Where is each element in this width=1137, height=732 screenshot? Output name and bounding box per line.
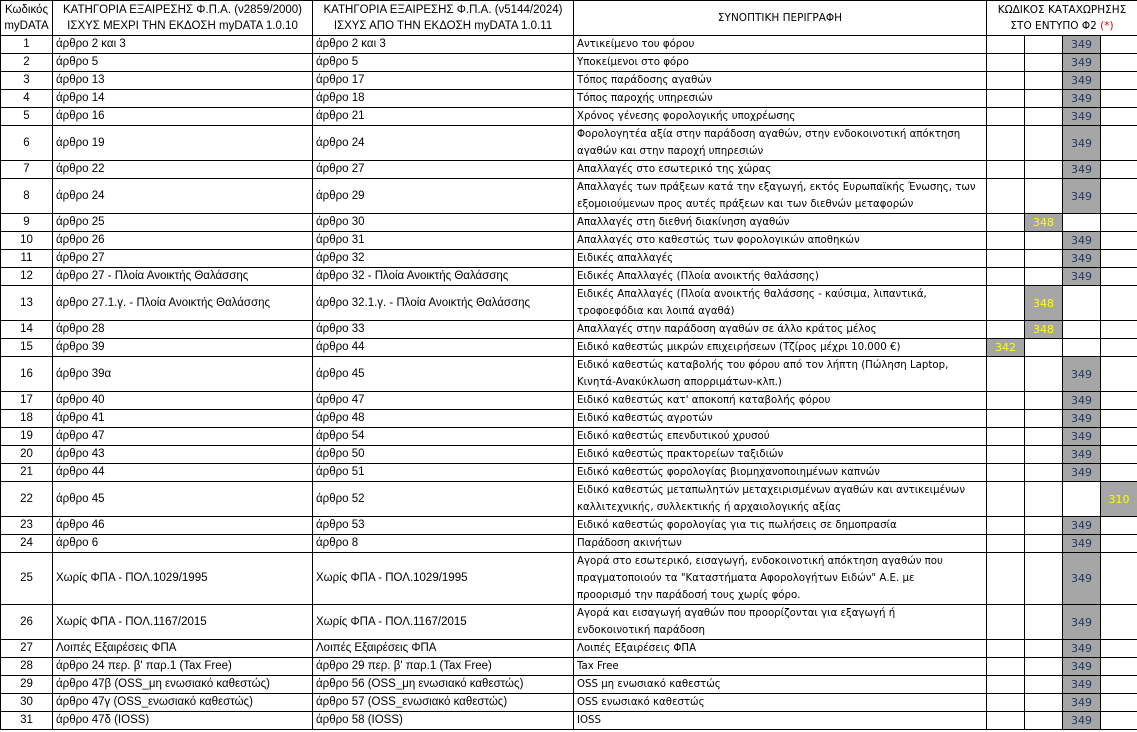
f2-code-cell-349: 349 [1063, 676, 1101, 694]
f2-code-cell-348 [1025, 517, 1063, 535]
f2-code-cell-310 [1101, 428, 1137, 446]
f2-code-cell-349: 349 [1063, 392, 1101, 410]
old-category-cell: άρθρο 19 [53, 126, 313, 161]
mydata-code-cell: 10 [1, 232, 53, 250]
f2-code-cell-310 [1101, 321, 1137, 339]
table-row [1, 321, 1137, 339]
f2-code-cell-310: 310 [1101, 482, 1137, 517]
f2-code-cell-310 [1101, 694, 1137, 712]
description-cell: OSS μη ενωσιακό καθεστώς [574, 676, 987, 694]
f2-code-cell-310 [1101, 268, 1137, 286]
f2-code-cell-348 [1025, 90, 1063, 108]
new-category-cell: άρθρο 54 [313, 428, 574, 446]
f2-code-cell-349: 349 [1063, 179, 1101, 214]
mydata-code-cell: 18 [1, 410, 53, 428]
new-category-cell: άρθρο 51 [313, 464, 574, 482]
f2-code-cell-348 [1025, 464, 1063, 482]
f2-code-cell-310 [1101, 640, 1137, 658]
table-row [1, 482, 1137, 517]
f2-code-cell-342 [987, 126, 1025, 161]
description-cell: Υποκείμενοι στο φόρο [574, 54, 987, 72]
new-category-cell: άρθρο 31 [313, 232, 574, 250]
new-category-cell: άρθρο 56 (OSS_μη ενωσιακό καθεστώς) [313, 676, 574, 694]
mydata-code-cell: 22 [1, 482, 53, 517]
f2-code-cell-348 [1025, 357, 1063, 392]
f2-code-cell-349: 349 [1063, 694, 1101, 712]
table-row [1, 694, 1137, 712]
f2-code-cell-349: 349 [1063, 640, 1101, 658]
f2-code-cell-310 [1101, 357, 1137, 392]
f2-code-cell-348 [1025, 676, 1063, 694]
new-category-cell: άρθρο 18 [313, 90, 574, 108]
f2-code-cell-310 [1101, 179, 1137, 214]
f2-code-cell-349: 349 [1063, 54, 1101, 72]
mydata-code-cell: 6 [1, 126, 53, 161]
mydata-code-cell: 1 [1, 36, 53, 54]
description-cell: OSS ενωσιακό καθεστώς [574, 694, 987, 712]
table-row [1, 676, 1137, 694]
f2-code-cell-310 [1101, 54, 1137, 72]
table-row [1, 339, 1137, 357]
f2-code-cell-310 [1101, 392, 1137, 410]
f2-code-cell-349: 349 [1063, 268, 1101, 286]
new-category-cell: άρθρο 50 [313, 446, 574, 464]
table-row [1, 126, 1137, 161]
mydata-code-cell: 19 [1, 428, 53, 446]
f2-code-cell-348 [1025, 54, 1063, 72]
f2-code-cell-349: 349 [1063, 161, 1101, 179]
f2-code-cell-349 [1063, 482, 1101, 517]
f2-code-cell-349: 349 [1063, 90, 1101, 108]
old-category-cell: άρθρο 45 [53, 482, 313, 517]
header-row [1, 1, 1137, 36]
table-row [1, 232, 1137, 250]
new-category-cell: άρθρο 32 - Πλοία Ανοικτής Θαλάσσης [313, 268, 574, 286]
f2-code-cell-348 [1025, 72, 1063, 90]
description-cell: IOSS [574, 712, 987, 730]
table-row [1, 214, 1137, 232]
old-category-cell: άρθρο 24 περ. β' παρ.1 (Tax Free) [53, 658, 313, 676]
asterisk-note: (*) [1100, 20, 1114, 32]
table-row [1, 36, 1137, 54]
new-category-cell: άρθρο 52 [313, 482, 574, 517]
f2-code-cell-348 [1025, 179, 1063, 214]
description-cell: Ειδικές Απαλλαγές (Πλοία ανοικτής θαλάσσης - καύσιμα, λιπαντικά, τροφοεφόδια και λοιπά αγαθά) [574, 286, 987, 321]
table-row [1, 517, 1137, 535]
description-cell: Ειδικό καθεστώς καταβολής του φόρου από τον λήπτη (Πώληση Laptop, Κινητά-Ανακύκλωση απορριμάτων-κλπ.) [574, 357, 987, 392]
f2-code-cell-348 [1025, 410, 1063, 428]
f2-code-cell-310 [1101, 232, 1137, 250]
f2-code-cell-342 [987, 321, 1025, 339]
table-row [1, 464, 1137, 482]
f2-code-cell-349: 349 [1063, 712, 1101, 730]
new-category-cell: Χωρίς ΦΠΑ - ΠΟΛ.1167/2015 [313, 605, 574, 640]
description-cell: Αγορά στο εσωτερικό, εισαγωγή, ενδοκοινοτική απόκτηση αγαθών που πραγματοποιούν τα "Καταστήματα Αφορολογήτων Ειδών" Α.Ε. με προορισμό την παράδοσή τους χωρίς φόρο. [574, 553, 987, 605]
old-category-cell: Χωρίς ΦΠΑ - ΠΟΛ.1167/2015 [53, 605, 313, 640]
f2-code-cell-342 [987, 676, 1025, 694]
f2-code-cell-310 [1101, 712, 1137, 730]
f2-code-cell-342 [987, 605, 1025, 640]
f2-code-cell-348 [1025, 232, 1063, 250]
f2-code-cell-310 [1101, 90, 1137, 108]
description-cell: Ειδικό καθεστώς κατ' αποκοπή καταβολής φόρου [574, 392, 987, 410]
description-cell: Ειδικές απαλλαγές [574, 250, 987, 268]
f2-code-cell-310 [1101, 126, 1137, 161]
old-category-cell: άρθρο 39α [53, 357, 313, 392]
mydata-code-cell: 30 [1, 694, 53, 712]
description-cell: Ειδικό καθεστώς μεταπωλητών μεταχειρισμένων αγαθών και αντικειμένων καλλιτεχνικής, συλλεκτικής ή αρχαιολογικής αξίας [574, 482, 987, 517]
f2-code-cell-348: 348 [1025, 286, 1063, 321]
f2-code-cell-342 [987, 179, 1025, 214]
description-cell: Ειδικό καθεστώς φορολογίας βιομηχανοποιημένων καπνών [574, 464, 987, 482]
table-row [1, 428, 1137, 446]
table-row [1, 712, 1137, 730]
table-row [1, 90, 1137, 108]
mydata-code-cell: 4 [1, 90, 53, 108]
old-category-cell: άρθρο 40 [53, 392, 313, 410]
f2-code-cell-310 [1101, 658, 1137, 676]
f2-code-cell-342: 342 [987, 339, 1025, 357]
f2-code-cell-348 [1025, 446, 1063, 464]
description-cell: Φορολογητέα αξία στην παράδοση αγαθών, στην ενδοκοινοτική απόκτηση αγαθών και στην παροχή υπηρεσιών [574, 126, 987, 161]
new-category-cell: άρθρο 58 (IOSS) [313, 712, 574, 730]
f2-code-cell-349: 349 [1063, 250, 1101, 268]
f2-code-cell-348: 348 [1025, 321, 1063, 339]
f2-code-cell-310 [1101, 286, 1137, 321]
f2-code-cell-342 [987, 694, 1025, 712]
f2-code-cell-310 [1101, 676, 1137, 694]
mydata-code-cell: 7 [1, 161, 53, 179]
f2-code-cell-342 [987, 446, 1025, 464]
old-category-cell: άρθρο 43 [53, 446, 313, 464]
table-row [1, 54, 1137, 72]
header-new-line1: ΚΑΤΗΓΟΡΙΑ ΕΞΑΙΡΕΣΗΣ Φ.Π.Α. (ν5144/2024) [323, 3, 563, 16]
new-category-cell: άρθρο 2 και 3 [313, 36, 574, 54]
header-new-category [313, 1, 574, 36]
f2-code-cell-342 [987, 250, 1025, 268]
f2-code-cell-342 [987, 36, 1025, 54]
table-row [1, 357, 1137, 392]
f2-code-cell-349: 349 [1063, 464, 1101, 482]
mydata-code-cell: 14 [1, 321, 53, 339]
f2-code-cell-348 [1025, 161, 1063, 179]
f2-code-cell-310 [1101, 553, 1137, 605]
f2-code-cell-342 [987, 517, 1025, 535]
new-category-cell: Χωρίς ΦΠΑ - ΠΟΛ.1029/1995 [313, 553, 574, 605]
mydata-code-cell: 23 [1, 517, 53, 535]
f2-code-cell-349: 349 [1063, 232, 1101, 250]
f2-code-cell-310 [1101, 339, 1137, 357]
f2-code-cell-348 [1025, 250, 1063, 268]
table-row [1, 161, 1137, 179]
table-row [1, 108, 1137, 126]
f2-code-cell-342 [987, 640, 1025, 658]
old-category-cell: άρθρο 14 [53, 90, 313, 108]
new-category-cell: άρθρο 24 [313, 126, 574, 161]
old-category-cell: άρθρο 24 [53, 179, 313, 214]
description-cell: Αντικείμενο του φόρου [574, 36, 987, 54]
f2-code-cell-310 [1101, 535, 1137, 553]
new-category-cell: άρθρο 44 [313, 339, 574, 357]
mydata-code-cell: 28 [1, 658, 53, 676]
f2-code-cell-348 [1025, 694, 1063, 712]
f2-code-cell-310 [1101, 464, 1137, 482]
new-category-cell: άρθρο 21 [313, 108, 574, 126]
f2-code-cell-310 [1101, 250, 1137, 268]
f2-code-cell-349: 349 [1063, 126, 1101, 161]
mydata-code-cell: 9 [1, 214, 53, 232]
new-category-cell: άρθρο 32 [313, 250, 574, 268]
f2-code-cell-310 [1101, 446, 1137, 464]
table-row [1, 410, 1137, 428]
f2-code-cell-342 [987, 72, 1025, 90]
mydata-code-cell: 8 [1, 179, 53, 214]
header-new-line2: ΙΣΧΥΣ ΑΠΟ ΤΗΝ ΕΚΔΟΣΗ myDATA 1.0.11 [333, 20, 553, 32]
table-row [1, 286, 1137, 321]
mydata-code-cell: 3 [1, 72, 53, 90]
new-category-cell: άρθρο 8 [313, 535, 574, 553]
f2-code-cell-348 [1025, 268, 1063, 286]
f2-code-cell-310 [1101, 108, 1137, 126]
description-cell: Λοιπές Εξαιρέσεις ΦΠΑ [574, 640, 987, 658]
old-category-cell: άρθρο 47β (OSS_μη ενωσιακό καθεστώς) [53, 676, 313, 694]
description-cell: Απαλλαγές στο καθεστώς των φορολογικών αποθηκών [574, 232, 987, 250]
f2-code-cell-349 [1063, 321, 1101, 339]
f2-code-cell-342 [987, 535, 1025, 553]
new-category-cell: άρθρο 47 [313, 392, 574, 410]
f2-code-cell-349 [1063, 214, 1101, 232]
new-category-cell: άρθρο 29 [313, 179, 574, 214]
mydata-code-cell: 5 [1, 108, 53, 126]
table-row [1, 268, 1137, 286]
old-category-cell: άρθρο 46 [53, 517, 313, 535]
f2-code-cell-310 [1101, 72, 1137, 90]
f2-code-cell-348 [1025, 126, 1063, 161]
header-f2-code [987, 1, 1137, 36]
f2-code-cell-348 [1025, 640, 1063, 658]
new-category-cell: άρθρο 57 (OSS_ενωσιακό καθεστώς) [313, 694, 574, 712]
description-cell: Απαλλαγές στη διεθνή διακίνηση αγαθών [574, 214, 987, 232]
f2-code-cell-349: 349 [1063, 72, 1101, 90]
old-category-cell: άρθρο 39 [53, 339, 313, 357]
header-f2-line1: ΚΩΔΙΚΟΣ ΚΑΤΑΧΩΡΗΣΗΣ [997, 3, 1127, 16]
f2-code-cell-342 [987, 54, 1025, 72]
table-row [1, 72, 1137, 90]
table-row [1, 640, 1137, 658]
header-f2-line2: ΣΤΟ ΕΝΤΥΠΟ Φ2 [1010, 20, 1097, 32]
f2-code-cell-310 [1101, 161, 1137, 179]
mydata-code-cell: 13 [1, 286, 53, 321]
header-old-line1: ΚΑΤΗΓΟΡΙΑ ΕΞΑΙΡΕΣΗΣ Φ.Π.Α. (ν2859/2000) [63, 3, 302, 16]
new-category-cell: άρθρο 33 [313, 321, 574, 339]
f2-code-cell-349: 349 [1063, 410, 1101, 428]
new-category-cell: άρθρο 29 περ. β' παρ.1 (Tax Free) [313, 658, 574, 676]
description-cell: Παράδοση ακινήτων [574, 535, 987, 553]
mydata-code-cell: 21 [1, 464, 53, 482]
old-category-cell: άρθρο 47δ (IOSS) [53, 712, 313, 730]
f2-code-cell-342 [987, 357, 1025, 392]
header-old-category [53, 1, 313, 36]
new-category-cell: άρθρο 45 [313, 357, 574, 392]
description-cell: Απαλλαγές στην παράδοση αγαθών σε άλλο κράτος μέλος [574, 321, 987, 339]
f2-code-cell-349: 349 [1063, 517, 1101, 535]
table-row [1, 179, 1137, 214]
description-cell: Ειδικές Απαλλαγές (Πλοία ανοικτής θαλάσσης) [574, 268, 987, 286]
f2-code-cell-310 [1101, 410, 1137, 428]
f2-code-cell-348 [1025, 428, 1063, 446]
f2-code-cell-348 [1025, 339, 1063, 357]
new-category-cell: άρθρο 30 [313, 214, 574, 232]
f2-code-cell-349: 349 [1063, 446, 1101, 464]
old-category-cell: Λοιπές Εξαιρέσεις ΦΠΑ [53, 640, 313, 658]
f2-code-cell-342 [987, 214, 1025, 232]
mydata-code-cell: 12 [1, 268, 53, 286]
mydata-code-cell: 17 [1, 392, 53, 410]
new-category-cell: άρθρο 32.1.γ. - Πλοία Ανοικτής Θαλάσσης [313, 286, 574, 321]
f2-code-cell-310 [1101, 214, 1137, 232]
mydata-code-cell: 20 [1, 446, 53, 464]
description-cell: Ειδικό καθεστώς αγροτών [574, 410, 987, 428]
f2-code-cell-349 [1063, 339, 1101, 357]
table-row [1, 535, 1137, 553]
old-category-cell: άρθρο 25 [53, 214, 313, 232]
f2-code-cell-348: 348 [1025, 214, 1063, 232]
f2-code-cell-310 [1101, 605, 1137, 640]
f2-code-cell-349 [1063, 286, 1101, 321]
f2-code-cell-342 [987, 286, 1025, 321]
f2-code-cell-342 [987, 464, 1025, 482]
f2-code-cell-342 [987, 712, 1025, 730]
mydata-code-cell: 29 [1, 676, 53, 694]
mydata-code-cell: 27 [1, 640, 53, 658]
description-cell: Απαλλαγές στο εσωτερικό της χώρας [574, 161, 987, 179]
mydata-code-cell: 15 [1, 339, 53, 357]
mydata-code-cell: 31 [1, 712, 53, 730]
f2-code-cell-348 [1025, 605, 1063, 640]
f2-code-cell-348 [1025, 108, 1063, 126]
mydata-code-cell: 11 [1, 250, 53, 268]
f2-code-cell-342 [987, 161, 1025, 179]
description-cell: Χρόνος γένεσης φορολογικής υποχρέωσης [574, 108, 987, 126]
old-category-cell: άρθρο 47 [53, 428, 313, 446]
old-category-cell: άρθρο 27 [53, 250, 313, 268]
mydata-code-cell: 26 [1, 605, 53, 640]
old-category-cell: άρθρο 13 [53, 72, 313, 90]
description-cell: Τόπος παροχής υπηρεσιών [574, 90, 987, 108]
new-category-cell: άρθρο 5 [313, 54, 574, 72]
f2-code-cell-348 [1025, 658, 1063, 676]
table-row [1, 658, 1137, 676]
mydata-code-cell: 16 [1, 357, 53, 392]
header-old-line2: ΙΣΧΥΣ ΜΕΧΡΙ ΤΗΝ ΕΚΔΟΣΗ myDATA 1.0.10 [67, 20, 298, 32]
new-category-cell: άρθρο 53 [313, 517, 574, 535]
description-cell: Ειδικό καθεστώς πρακτορείων ταξιδιών [574, 446, 987, 464]
mydata-code-cell: 2 [1, 54, 53, 72]
header-code: Κωδικός myDATA [1, 1, 53, 36]
f2-code-cell-349: 349 [1063, 553, 1101, 605]
old-category-cell: άρθρο 16 [53, 108, 313, 126]
f2-code-cell-342 [987, 90, 1025, 108]
description-cell: Ειδικό καθεστώς επενδυτικού χρυσού [574, 428, 987, 446]
f2-code-cell-342 [987, 392, 1025, 410]
description-cell: Απαλλαγές των πράξεων κατά την εξαγωγή, εκτός Ευρωπαϊκής Ένωσης, των εξομοιούμενων προς αυτές πράξεων και των διεθνών μεταφορών [574, 179, 987, 214]
f2-code-cell-348 [1025, 553, 1063, 605]
f2-code-cell-342 [987, 553, 1025, 605]
header-description: ΣΥΝΟΠΤΙΚΗ ΠΕΡΙΓΡΑΦΗ [574, 1, 987, 36]
f2-code-cell-342 [987, 658, 1025, 676]
old-category-cell: άρθρο 44 [53, 464, 313, 482]
old-category-cell: Χωρίς ΦΠΑ - ΠΟΛ.1029/1995 [53, 553, 313, 605]
new-category-cell: άρθρο 27 [313, 161, 574, 179]
f2-code-cell-349: 349 [1063, 357, 1101, 392]
old-category-cell: άρθρο 5 [53, 54, 313, 72]
old-category-cell: άρθρο 41 [53, 410, 313, 428]
old-category-cell: άρθρο 26 [53, 232, 313, 250]
f2-code-cell-310 [1101, 517, 1137, 535]
description-cell: Tax Free [574, 658, 987, 676]
f2-code-cell-342 [987, 428, 1025, 446]
f2-code-cell-349: 349 [1063, 658, 1101, 676]
old-category-cell: άρθρο 6 [53, 535, 313, 553]
table-row [1, 392, 1137, 410]
new-category-cell: άρθρο 17 [313, 72, 574, 90]
new-category-cell: Λοιπές Εξαιρέσεις ΦΠΑ [313, 640, 574, 658]
f2-code-cell-342 [987, 232, 1025, 250]
table-row [1, 250, 1137, 268]
f2-code-cell-349: 349 [1063, 428, 1101, 446]
old-category-cell: άρθρο 27.1.γ. - Πλοία Ανοικτής Θαλάσσης [53, 286, 313, 321]
description-cell: Τόπος παράδοσης αγαθών [574, 72, 987, 90]
table-row [1, 553, 1137, 605]
old-category-cell: άρθρο 22 [53, 161, 313, 179]
new-category-cell: άρθρο 48 [313, 410, 574, 428]
f2-code-cell-349: 349 [1063, 605, 1101, 640]
f2-code-cell-310 [1101, 36, 1137, 54]
f2-code-cell-349: 349 [1063, 535, 1101, 553]
f2-code-cell-342 [987, 482, 1025, 517]
description-cell: Ειδικό καθεστώς μικρών επιχειρήσεων (Τζίρος μέχρι 10.000 €) [574, 339, 987, 357]
old-category-cell: άρθρο 27 - Πλοία Ανοικτής Θαλάσσης [53, 268, 313, 286]
f2-code-cell-349: 349 [1063, 108, 1101, 126]
f2-code-cell-342 [987, 410, 1025, 428]
table-row [1, 605, 1137, 640]
f2-code-cell-349: 349 [1063, 36, 1101, 54]
f2-code-cell-348 [1025, 36, 1063, 54]
f2-code-cell-348 [1025, 535, 1063, 553]
old-category-cell: άρθρο 28 [53, 321, 313, 339]
f2-code-cell-342 [987, 268, 1025, 286]
description-cell: Ειδικό καθεστώς φορολογίας για τις πωλήσεις σε δημοπρασία [574, 517, 987, 535]
old-category-cell: άρθρο 2 και 3 [53, 36, 313, 54]
f2-code-cell-348 [1025, 482, 1063, 517]
f2-code-cell-342 [987, 108, 1025, 126]
description-cell: Αγορά και εισαγωγή αγαθών που προορίζονται για εξαγωγή ή ενδοκοινοτική παράδοση [574, 605, 987, 640]
f2-code-cell-348 [1025, 712, 1063, 730]
f2-code-cell-348 [1025, 392, 1063, 410]
mydata-code-cell: 24 [1, 535, 53, 553]
table-row [1, 446, 1137, 464]
old-category-cell: άρθρο 47γ (OSS_ενωσιακό καθεστώς) [53, 694, 313, 712]
mydata-code-cell: 25 [1, 553, 53, 605]
